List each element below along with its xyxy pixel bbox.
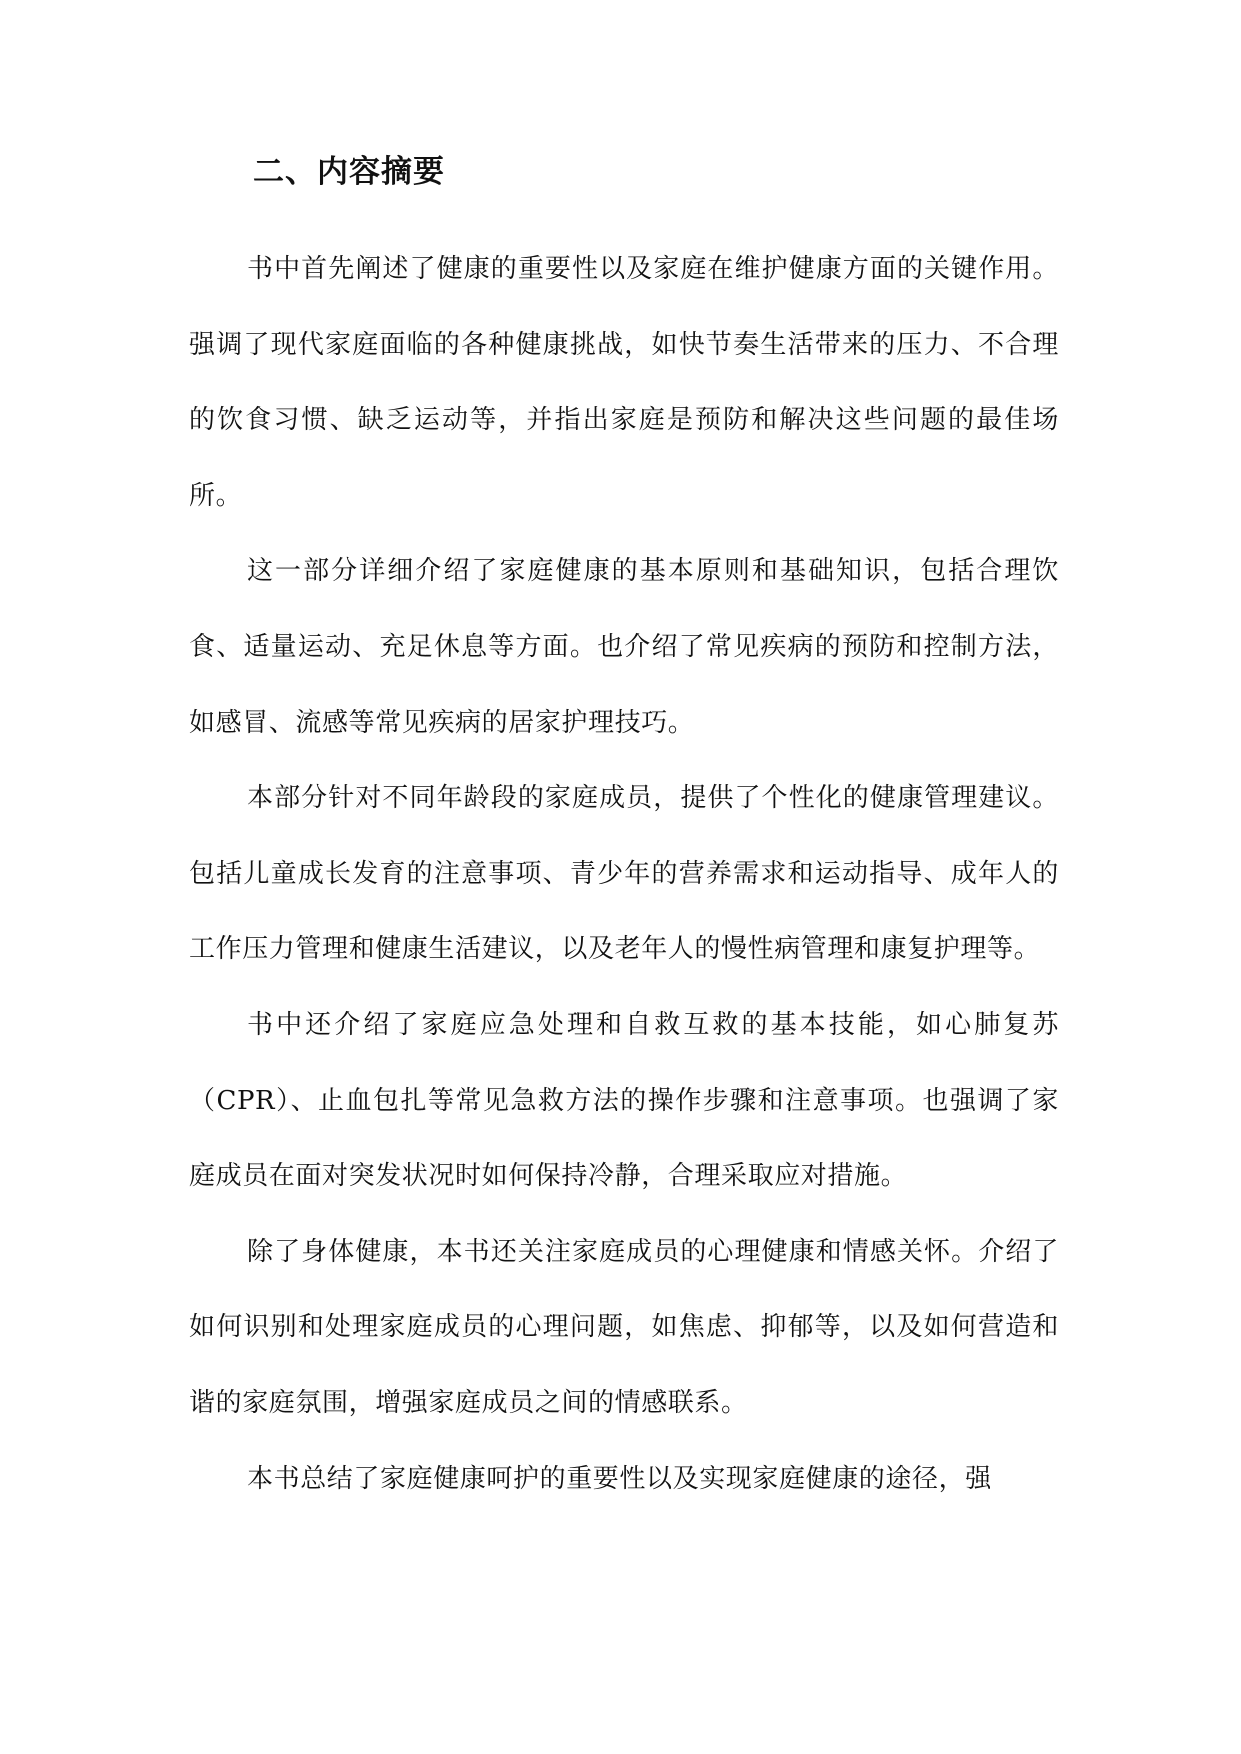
summary-body (189, 232, 1059, 1517)
paragraph-age-groups: 本部分针对不同年龄段的家庭成员，提供了个性化的健康管理建议。包括儿童成长发育的注意事项、青少年的营养需求和运动指导、成年人的工作压力管理和健康生活建议，以及老年人的慢性病管理和康复护理等。 (189, 783, 1059, 965)
paragraph-health-importance: 书中首先阐述了健康的重要性以及家庭在维护健康方面的关键作用。强调了现代家庭面临的各种健康挑战，如快节奏生活带来的压力、不合理的饮食习惯、缺乏运动等，并指出家庭是预防和解决这些问题的最佳场所。 (189, 254, 1059, 511)
paragraph-emergency-skills: 书中还介绍了家庭应急处理和自救互救的基本技能，如心肺复苏（CPR）、止血包扎等常见急救方法的操作步骤和注意事项。也强调了家庭成员在面对突发状况时如何保持冷静，合理采取应对措施。 (189, 1009, 1059, 1192)
paragraph-conclusion: 本书总结了家庭健康呵护的重要性以及实现家庭健康的途径，强 (247, 1463, 992, 1494)
section-heading: 二、内容摘要 (253, 154, 445, 190)
paragraph-basic-principles: 这一部分详细介绍了家庭健康的基本原则和基础知识，包括合理饮食、适量运动、充足休息等方面。也介绍了常见疾病的预防和控制方法，如感冒、流感等常见疾病的居家护理技巧。 (189, 556, 1059, 738)
paragraph-mental-health: 除了身体健康，本书还关注家庭成员的心理健康和情感关怀。介绍了如何识别和处理家庭成员的心理问题，如焦虑、抑郁等，以及如何营造和谐的家庭氛围，增强家庭成员之间的情感联系。 (189, 1236, 1059, 1418)
